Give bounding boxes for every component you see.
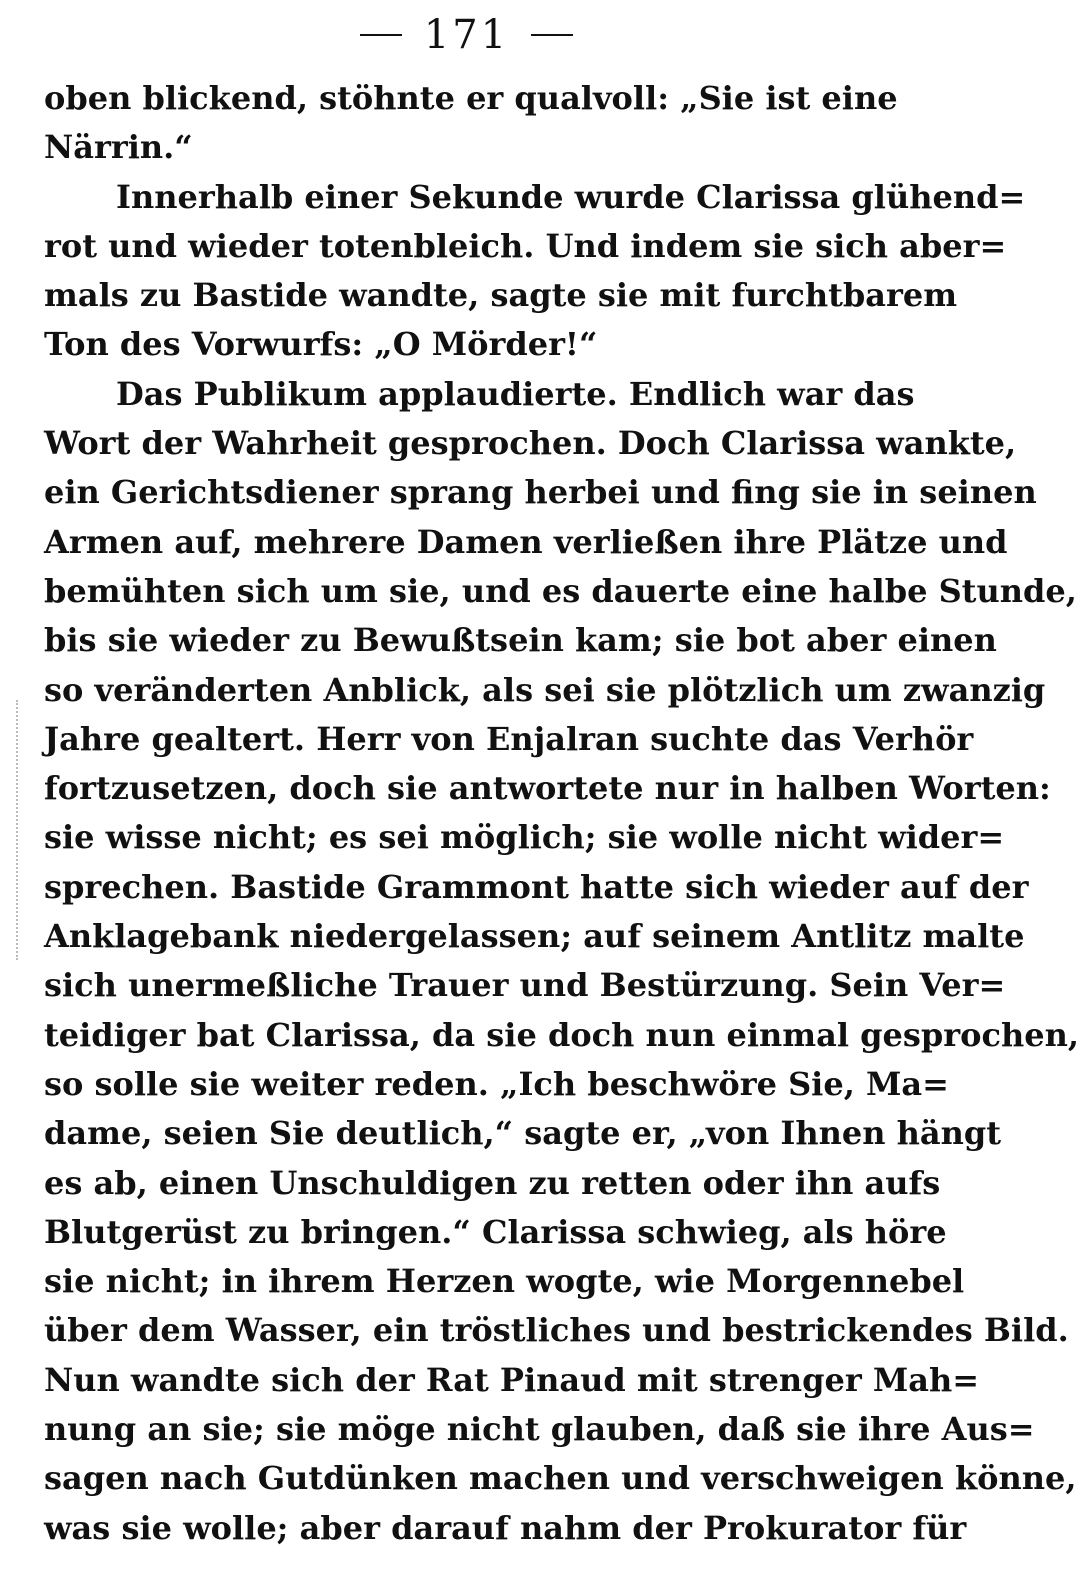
text-line: Närrin.“ [44,128,193,167]
text-line: so solle sie weiter reden. „Ich beschwöre Sie, Ma= [44,1064,949,1103]
text-line: über dem Wasser, ein tröstliches und bestrickendes Bild. [44,1311,1069,1350]
text-line: was sie wolle; aber darauf nahm der Prokurator für [44,1508,967,1547]
header-dash-right [531,34,573,36]
text-line: sie nicht; in ihrem Herzen wogte, wie Morgennebel [44,1262,965,1301]
text-line: sagen nach Gutdünken machen und verschweigen könne, [44,1459,1077,1498]
text-line: Innerhalb einer Sekunde wurde Clarissa glühend= [116,177,1026,216]
page-number: 171 [423,12,510,58]
body-text [44,74,1079,1553]
text-line: Wort der Wahrheit gesprochen. Doch Clarissa wankte, [44,424,1017,463]
text-line: so veränderten Anblick, als sei sie plötzlich um zwanzig [44,670,1046,709]
text-line: fortzusetzen, doch sie antwortete nur in halben Worten: [44,769,1051,808]
text-line: dame, seien Sie deutlich,“ sagte er, „von Ihnen hängt [44,1114,1002,1153]
text-line: mals zu Bastide wandte, sagte sie mit furchtbarem [44,276,958,315]
text-line: sprechen. Bastide Grammont hatte sich wieder auf der [44,867,1029,906]
text-line: Armen auf, mehrere Damen verließen ihre Plätze und [44,522,1008,561]
text-line: Blutgerüst zu bringen.“ Clarissa schwieg, als höre [44,1212,947,1251]
text-line: Das Publikum applaudierte. Endlich war das [116,374,915,413]
margin-dots [16,700,20,960]
text-line: Anklagebank niedergelassen; auf seinem Antlitz malte [44,917,1025,956]
header-dash-left [360,34,402,36]
text-line: nung an sie; sie möge nicht glauben, daß sie ihre Aus= [44,1410,1035,1449]
text-line: bis sie wieder zu Bewußtsein kam; sie bot aber einen [44,621,997,660]
text-line: es ab, einen Unschuldigen zu retten oder ihn aufs [44,1163,941,1202]
text-line: oben blickend, stöhnte er qualvoll: „Sie ist eine [44,79,898,117]
text-line: sich unermeßliche Trauer und Bestürzung. Sein Ver= [44,966,1006,1005]
text-line: teidiger bat Clarissa, da sie doch nun einmal gesprochen, [44,1015,1079,1054]
text-line: Nun wandte sich der Rat Pinaud mit strenger Mah= [44,1360,980,1399]
text-line: Jahre gealtert. Herr von Enjalran suchte das Verhör [44,719,974,758]
page-header [0,10,933,60]
text-line: sie wisse nicht; es sei möglich; sie wolle nicht wider= [44,818,1005,857]
text-line: Ton des Vorwurfs: „O Mörder!“ [44,325,598,364]
text-line: ein Gerichtsdiener sprang herbei und fing sie in seinen [44,473,1037,512]
text-line: bemühten sich um sie, und es dauerte eine halbe Stunde, [44,571,1077,610]
text-line: rot und wieder totenbleich. Und indem sie sich aber= [44,226,1007,265]
